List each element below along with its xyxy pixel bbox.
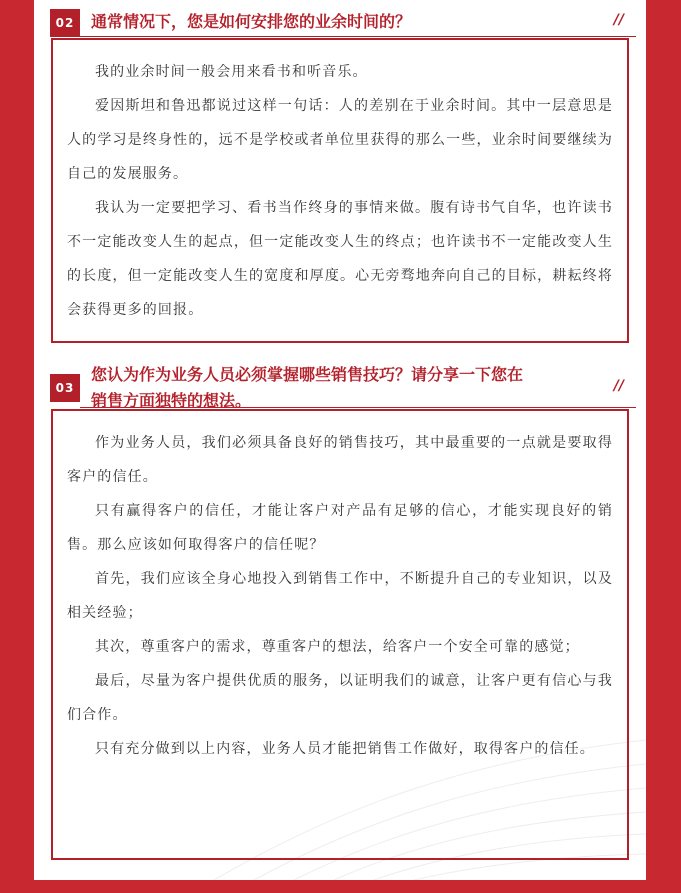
question-slash-mark: // [613,378,624,394]
question-title-line: 销售方面独特的想法。 [91,391,252,410]
answer-paragraph: 其次，尊重客户的需求，尊重客户的想法，给客户一个安全可靠的感觉； [95,639,580,655]
question-title-line: 通常情况下，您是如何安排您的业余时间的？ [91,12,412,31]
answer-paragraph: 我认为一定要把学习、看书当作终身的事情来做。腹有诗书气自华，也许读书不一定能改变人生的起点，但一定能改变人生的终点；也许读书不一定能改变人生的长度，但一定能改变人生的宽度和厚度。心无旁骛地奔向自己的目标，耕耘终将会获得更多的回报。 [67,200,613,318]
question-title-line: 您认为作为业务人员必须掌握哪些销售技巧？请分享一下您在 [91,365,524,384]
answer-paragraph: 只有赢得客户的信任，才能让客户对产品有足够的信心，才能实现良好的销售。那么应该如何取得客户的信任呢？ [67,503,613,553]
answer-box-03 [51,409,629,860]
question-title [91,362,523,414]
answer-paragraph: 作为业务人员，我们必须具备良好的销售技巧，其中最重要的一点就是要取得客户的信任。 [67,435,613,485]
question-number-badge: 03 [50,374,80,402]
answer-paragraph: 我的业余时间一般会用来看书和听音乐。 [95,64,368,80]
answer-paragraph: 爱因斯坦和鲁迅都说过这样一句话：人的差别在于业余时间。其中一层意思是人的学习是终身性的，远不是学校或者单位里获得的那么一些，业余时间要继续为自己的发展服务。 [67,98,613,182]
article-sheet [34,0,646,880]
answer-paragraph: 最后，尽量为客户提供优质的服务，以证明我们的诚意，让客户更有信心与我们合作。 [67,673,613,723]
question-slash-mark: // [613,12,624,28]
question-title [91,9,411,35]
answer-paragraph: 首先，我们应该全身心地投入到销售工作中，不断提升自己的专业知识，以及相关经验； [67,571,613,621]
answer-box-02 [51,38,629,343]
question-header-02 [50,8,636,38]
question-header-03 [50,360,636,410]
header-underline [80,36,636,37]
answer-paragraph: 只有充分做到以上内容，业务人员才能把销售工作做好，取得客户的信任。 [95,741,595,757]
question-number-badge: 02 [50,9,80,37]
